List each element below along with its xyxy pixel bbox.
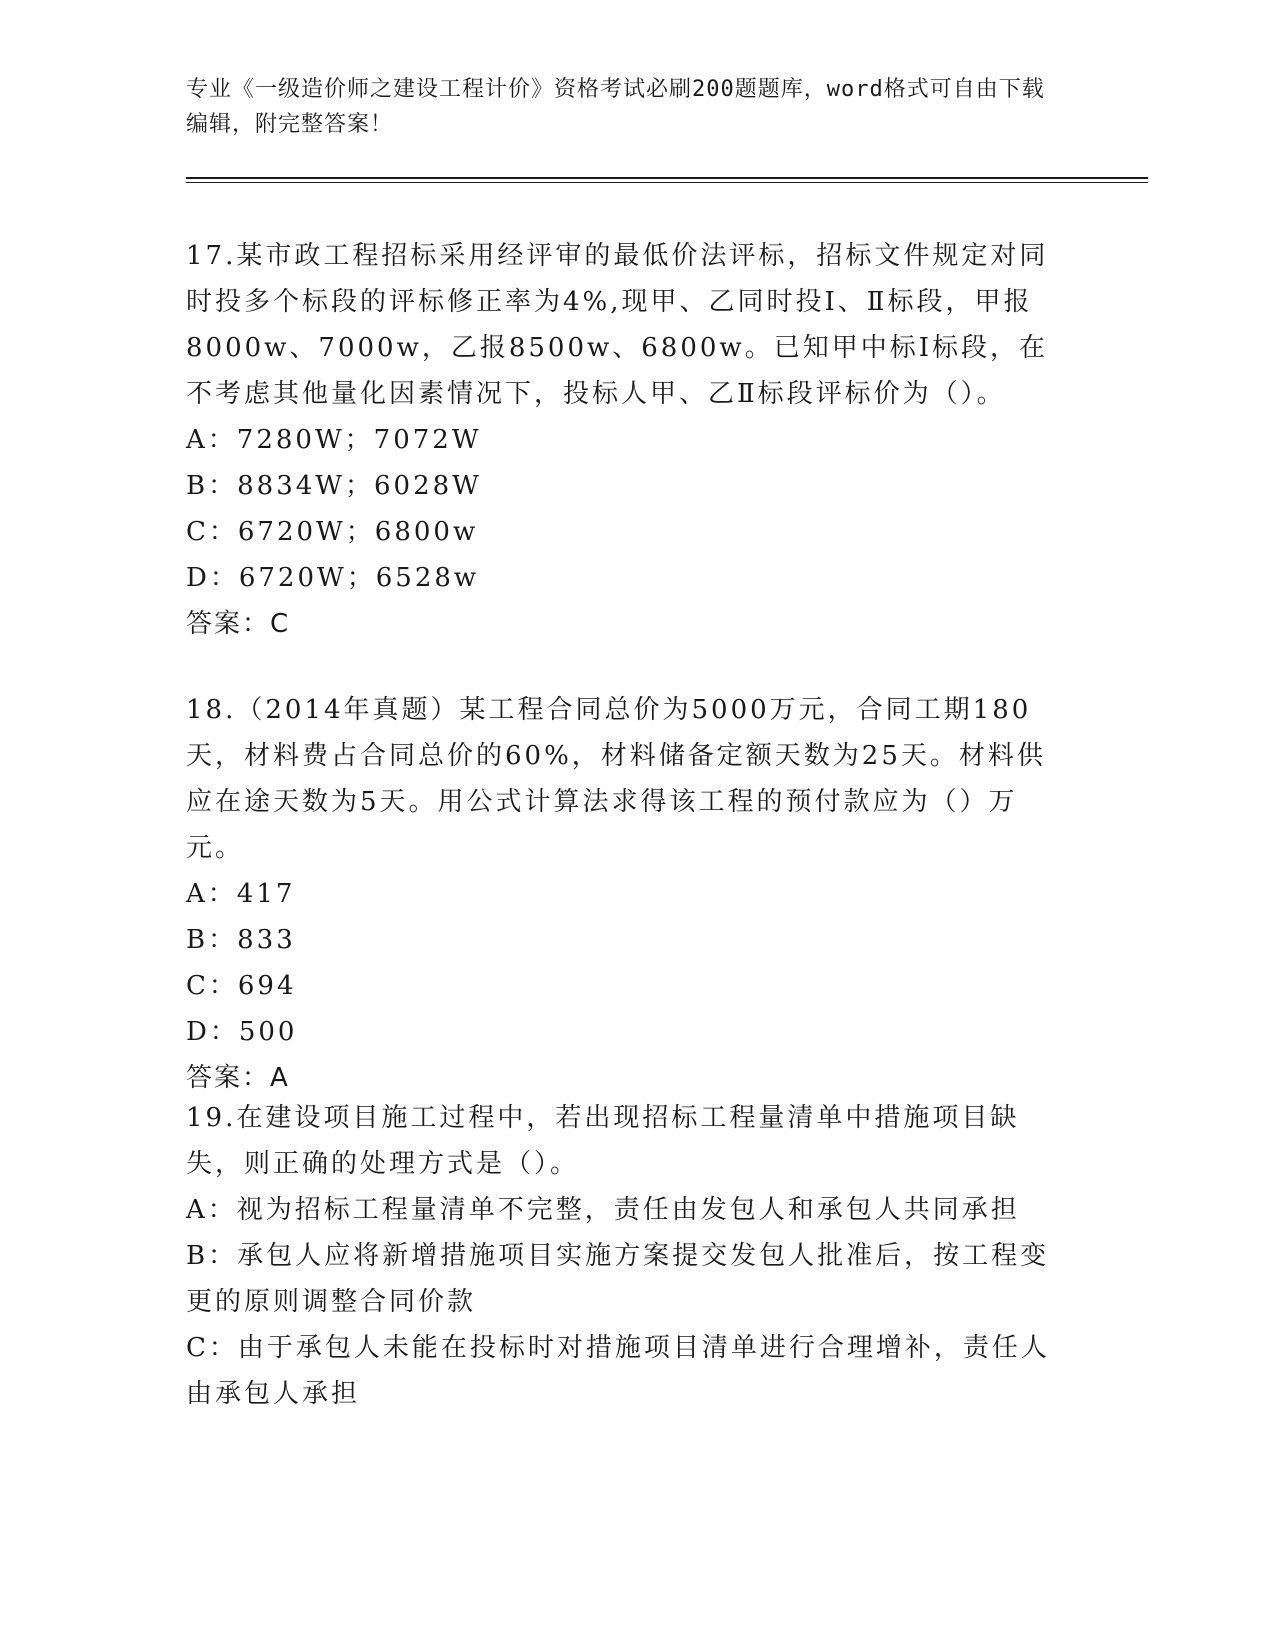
option-c: C：694 <box>186 971 297 1001</box>
option-a: A：视为招标工程量清单不完整，责任由发包人和承包人共同承担 <box>186 1195 1020 1225</box>
question-18 <box>186 687 1066 1101</box>
option-c: C：由于承包人未能在投标时对措施项目清单进行合理增补，责任人由承包人承担 <box>186 1333 1050 1409</box>
answer-line: 答案：C <box>186 609 291 639</box>
option-b: B：833 <box>186 925 296 955</box>
option-a: A：7280W；7072W <box>186 425 482 455</box>
question-19 <box>186 1095 1066 1417</box>
option-a: A：417 <box>186 879 296 909</box>
option-d: D：6720W；6528w <box>186 563 480 593</box>
option-b: B：8834W；6028W <box>186 471 482 501</box>
document-header: 专业《一级造价师之建设工程计价》资格考试必刷200题题库，word格式可自由下载编辑，附完整答案！ <box>186 77 1045 137</box>
question-stem: 19.在建设项目施工过程中，若出现招标工程量清单中措施项目缺失，则正确的处理方式是（）。 <box>186 1103 1020 1179</box>
question-stem: 17.某市政工程招标采用经评审的最低价法评标，招标文件规定对同时投多个标段的评标修正率为4%,现甲、乙同时投Ⅰ、Ⅱ标段，甲报8000w、7000w，乙报8500w、6800w。已知甲中标Ⅰ标段，在不考虑其他量化因素情况下，投标人甲、乙Ⅱ标段评标价为（）。 <box>186 241 1049 409</box>
option-b: B：承包人应将新增措施项目实施方案提交发包人批准后，按工程变更的原则调整合同价款 <box>186 1241 1050 1317</box>
question-17 <box>186 233 1066 647</box>
option-c: C：6720W；6800w <box>186 517 479 547</box>
header-divider-thin <box>186 182 1148 183</box>
header-divider-thick <box>186 177 1148 179</box>
answer-line: 答案：A <box>186 1063 290 1093</box>
question-stem: 18.（2014年真题）某工程合同总价为5000万元，合同工期180天，材料费占合同总价的60%，材料储备定额天数为25天。材料供应在途天数为5天。用公式计算法求得该工程的预付款应为（）万元。 <box>186 695 1046 863</box>
option-d: D：500 <box>186 1017 298 1047</box>
